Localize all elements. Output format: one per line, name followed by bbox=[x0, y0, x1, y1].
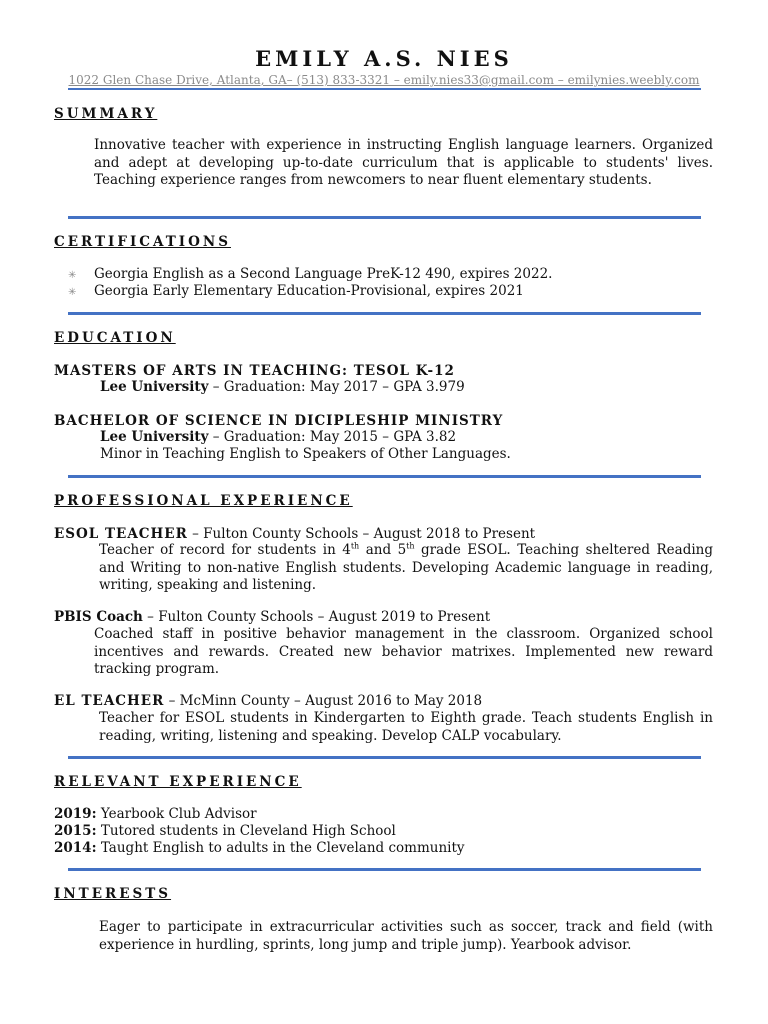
job-org: – McMinn County – August 2016 to May 2018 bbox=[164, 693, 483, 709]
education-divider bbox=[68, 475, 701, 478]
school-name: Lee University bbox=[100, 379, 209, 395]
job-org: – Fulton County Schools – August 2019 to Present bbox=[142, 609, 491, 625]
education-heading: EDUCATION bbox=[54, 330, 176, 346]
job-title: EL TEACHER bbox=[54, 693, 165, 709]
job-desc-part: grade ESOL. Teaching sheltered Reading and Writing to non-native English students. Developing Academic language in reading, writing, speaking and listening. bbox=[99, 542, 713, 593]
job-header bbox=[54, 693, 482, 711]
relevant-item bbox=[54, 840, 465, 858]
job-description: Coached staff in positive behavior management in the classroom. Organized school incentives and rewards. Created new behavior matrixes. Implemented new reward tracking program. bbox=[94, 626, 713, 677]
degree-detail bbox=[100, 379, 465, 397]
job-description: Teacher for ESOL students in Kindergarten to Eighth grade. Teach students English in reading, writing, listening and speaking. Develop CALP vocabulary. bbox=[99, 710, 713, 744]
summary-text: Innovative teacher with experience in instructing English language learners. Organized and adept at developing up-to-date curriculum that is applicable to students' lives. Teaching experience ranges from newcomers to near fluent elementary students. bbox=[94, 137, 713, 188]
relevant-text: Taught English to adults in the Cleveland community bbox=[96, 840, 465, 856]
certifications-divider bbox=[68, 312, 701, 315]
interests-heading: INTERESTS bbox=[54, 886, 172, 902]
job-title: ESOL TEACHER bbox=[54, 526, 188, 542]
job-description bbox=[99, 542, 713, 595]
job-desc-part: and 5 bbox=[359, 542, 407, 558]
ordinal-sup: th bbox=[350, 541, 360, 551]
certifications-heading: CERTIFICATIONS bbox=[54, 234, 231, 250]
relevant-year: 2015: bbox=[54, 823, 97, 839]
job-desc-part: Teacher of record for students in 4 bbox=[99, 542, 351, 558]
graduation-info: – Graduation: May 2015 – GPA 3.82 bbox=[208, 429, 457, 445]
interests-text: Eager to participate in extracurricular activities such as soccer, track and field (with experience in hurdling, sprints, long jump and triple jump). Yearbook advisor. bbox=[99, 919, 713, 953]
job-header bbox=[54, 526, 535, 544]
professional-heading: PROFESSIONAL EXPERIENCE bbox=[54, 493, 353, 509]
relevant-year: 2014: bbox=[54, 840, 97, 856]
professional-divider bbox=[68, 756, 701, 759]
contact-line[interactable]: 1022 Glen Chase Drive, Atlanta, GA– (513) 833-3321 – emily.nies33@gmail.com – emilynies.weebly.com bbox=[68, 73, 700, 87]
degree-title: MASTERS OF ARTS IN TEACHING: TESOL K-12 bbox=[54, 363, 455, 379]
ordinal-sup: th bbox=[406, 541, 415, 551]
degree-title: BACHELOR OF SCIENCE IN DICIPLESHIP MINISTRY bbox=[54, 413, 504, 429]
relevant-year: 2019: bbox=[54, 806, 97, 822]
minor-text: Minor in Teaching English to Speakers of Other Languages. bbox=[100, 446, 511, 462]
bullet-icon: ✳ bbox=[68, 287, 77, 298]
bullet-icon: ✳ bbox=[68, 270, 77, 281]
relevant-divider bbox=[68, 868, 701, 871]
job-title: PBIS Coach bbox=[54, 609, 143, 625]
certification-item: Georgia Early Elementary Education-Provisional, expires 2021 bbox=[94, 283, 524, 299]
relevant-text: Yearbook Club Advisor bbox=[96, 806, 257, 822]
relevant-item bbox=[54, 823, 396, 841]
certification-item: Georgia English as a Second Language PreK-12 490, expires 2022. bbox=[94, 266, 553, 282]
summary-heading: SUMMARY bbox=[54, 106, 158, 122]
degree-detail bbox=[100, 429, 456, 447]
relevant-heading: RELEVANT EXPERIENCE bbox=[54, 774, 302, 790]
header-divider bbox=[68, 88, 701, 90]
relevant-text: Tutored students in Cleveland High School bbox=[96, 823, 396, 839]
school-name: Lee University bbox=[100, 429, 209, 445]
relevant-item bbox=[54, 806, 257, 824]
graduation-info: – Graduation: May 2017 – GPA 3.979 bbox=[208, 379, 465, 395]
summary-divider bbox=[68, 216, 701, 219]
resume-name: EMILY A.S. NIES bbox=[255, 46, 513, 71]
job-header bbox=[54, 609, 490, 627]
job-org: – Fulton County Schools – August 2018 to Present bbox=[187, 526, 536, 542]
